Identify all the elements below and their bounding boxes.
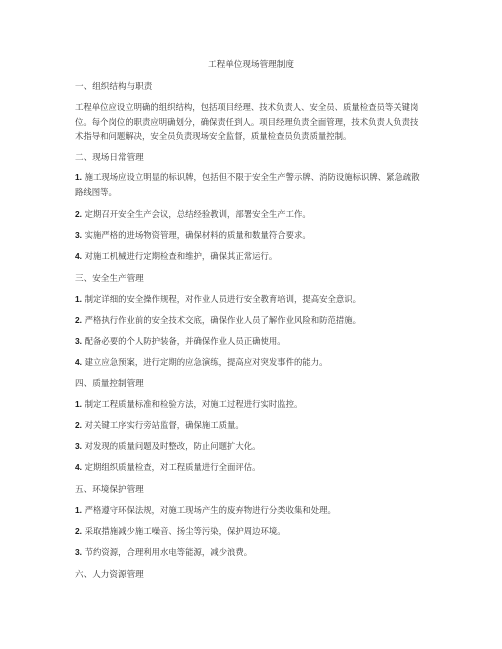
list-item bbox=[75, 545, 425, 560]
section-heading-daily-management: 二、现场日常管理 bbox=[75, 153, 144, 163]
section-heading-quality: 四、质量控制管理 bbox=[75, 379, 144, 389]
list-item-text: 采取措施减少施工噪音、扬尘等污染，保护周边环境。 bbox=[84, 526, 286, 536]
list-item-text: 严格遵守环保法规，对施工现场产生的废弃物进行分类收集和处理。 bbox=[84, 505, 336, 515]
list-item-text: 施工现场应设立明显的标识牌，包括但不限于安全生产警示牌、消防设施标识牌、紧急疏散路线图等。 bbox=[75, 172, 420, 197]
section-heading-human-resources: 六、人力资源管理 bbox=[75, 570, 144, 580]
list-item-text: 实施严格的进场物资管理，确保材料的质量和数量符合要求。 bbox=[84, 230, 311, 240]
list-item bbox=[75, 207, 425, 222]
list-item-number: 2. bbox=[75, 315, 82, 325]
list-item-text: 对施工机械进行定期检查和维护，确保其正常运行。 bbox=[84, 251, 278, 261]
list-item-number: 1. bbox=[75, 294, 82, 304]
list-item-number: 1. bbox=[75, 399, 82, 409]
list-item-text: 定期召开安全生产会议，总结经验教训，部署安全生产工作。 bbox=[84, 209, 311, 219]
list-item-number: 4. bbox=[75, 357, 82, 367]
list-item-number: 3. bbox=[75, 336, 82, 346]
document-title: 工程单位现场管理制度 bbox=[208, 60, 294, 70]
list-item bbox=[75, 313, 425, 328]
section-heading-organization: 一、组织结构与职责 bbox=[75, 82, 153, 92]
list-item bbox=[75, 439, 425, 454]
list-item bbox=[75, 418, 425, 433]
list-item-number: 4. bbox=[75, 462, 82, 472]
list-item bbox=[75, 249, 425, 264]
list-item bbox=[75, 524, 425, 539]
list-item bbox=[75, 334, 425, 349]
list-item-text: 对关键工序实行旁站监督，确保施工质量。 bbox=[84, 420, 244, 430]
list-item-text: 对发现的质量问题及时整改，防止问题扩大化。 bbox=[84, 441, 261, 451]
list-item-number: 2. bbox=[75, 526, 82, 536]
section-heading-environment: 五、环境保护管理 bbox=[75, 485, 144, 495]
list-item-text: 定期组织质量检查，对工程质量进行全面评估。 bbox=[84, 462, 261, 472]
list-item-number: 3. bbox=[75, 547, 82, 557]
list-item bbox=[75, 170, 425, 199]
list-item-number: 3. bbox=[75, 441, 82, 451]
list-item bbox=[75, 503, 425, 518]
list-item bbox=[75, 397, 425, 412]
list-item bbox=[75, 355, 425, 370]
list-item-text: 制定详细的安全操作规程，对作业人员进行安全教育培训，提高安全意识。 bbox=[84, 294, 362, 304]
list-item-text: 配备必要的个人防护装备，并确保作业人员正确使用。 bbox=[84, 336, 286, 346]
list-item bbox=[75, 460, 425, 475]
list-item-text: 建立应急预案，进行定期的应急演练，提高应对突发事件的能力。 bbox=[84, 357, 328, 367]
list-item-number: 2. bbox=[75, 420, 82, 430]
list-item-number: 3. bbox=[75, 230, 82, 240]
list-item-number: 1. bbox=[75, 172, 82, 182]
list-item bbox=[75, 292, 425, 307]
list-item-text: 严格执行作业前的安全技术交底，确保作业人员了解作业风险和防范措施。 bbox=[84, 315, 362, 325]
section-paragraph-organization: 工程单位应设立明确的组织结构，包括项目经理、技术负责人、安全员、质量检查员等关键岗位。每个岗位的职责应明确划分，确保责任到人。项目经理负责全面管理，技术负责人负责技术指导和问题解决，安全员负责现场安全监督，质量检查员负责质量控制。 bbox=[75, 102, 419, 141]
section-heading-safety: 三、安全生产管理 bbox=[75, 274, 144, 284]
list-item-number: 1. bbox=[75, 505, 82, 515]
list-item-number: 4. bbox=[75, 251, 82, 261]
list-item-number: 2. bbox=[75, 209, 82, 219]
list-item-text: 制定工程质量标准和检验方法，对施工过程进行实时监控。 bbox=[84, 399, 303, 409]
list-item bbox=[75, 228, 425, 243]
list-item-text: 节约资源，合理利用水电等能源，减少浪费。 bbox=[84, 547, 253, 557]
